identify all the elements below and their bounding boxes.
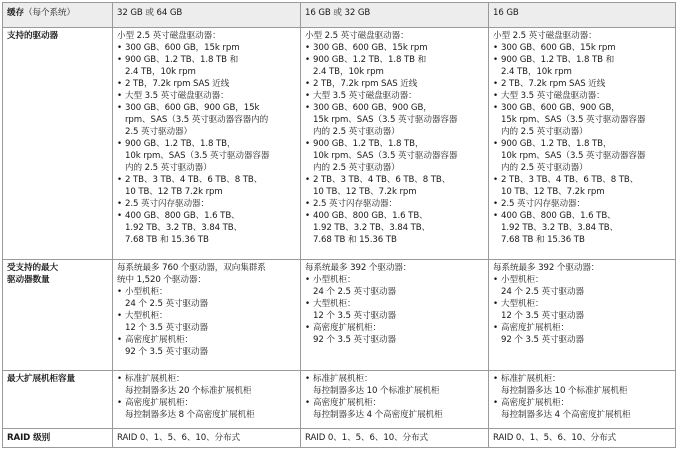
text-line: 7.68 TB 和 15.36 TB (313, 235, 397, 245)
max-expansion-row (3, 371, 676, 429)
drives-col3 (489, 28, 676, 260)
max-drives-label-line1: 受支持的最大 (7, 263, 58, 273)
bullet-item: • 2 TB，7.2k rpm SAS 近线 (305, 78, 484, 90)
bullet-item: • 大型 3.5 英寸磁盘驱动器： (305, 90, 484, 102)
text-line: 内的 2.5 英寸驱动器） (313, 127, 400, 137)
text-line: 2.5 英寸驱动器） (125, 127, 192, 137)
text-line: 内的 2.5 英寸驱动器） (501, 163, 588, 173)
text-line: 小型 2.5 英寸磁盘驱动器： (305, 31, 409, 41)
max-drives-label-line2: 驱动器数量 (7, 275, 50, 285)
bullet-item: • 900 GB、1.2 TB、1.8 TB， (117, 138, 296, 150)
cache-label-cell (3, 3, 113, 28)
text-line: 7.68 TB 和 15.36 TB (501, 235, 585, 245)
text-line: 24 个 2.5 英寸驱动器 (125, 299, 208, 309)
max-drives-col3 (489, 260, 676, 371)
bullet-item: • 300 GB、600 GB、900 GB， (305, 102, 484, 114)
bullet-item: • 400 GB、800 GB、1.6 TB、 (493, 210, 671, 222)
bullet-item: • 2 TB、3 TB、4 TB、6 TB、8 TB、 (117, 174, 296, 186)
text-line: 2.4 TB，10k rpm (313, 67, 384, 77)
cache-label: 缓存 (7, 8, 24, 18)
text-line: 每系统最多 392 个驱动器： (305, 263, 412, 273)
max-expansion-col2 (301, 371, 489, 429)
drives-col2 (301, 28, 489, 260)
text-line: 10 TB、12 TB、7.2k rpm (313, 187, 417, 197)
text-line: 每控制器多达 20 个标准扩展机柜 (125, 386, 252, 396)
raid-col3: RAID 0、1、5、6、10、分布式 (489, 429, 676, 448)
drives-label: 支持的驱动器 (3, 28, 113, 260)
text-line: 每控制器多达 8 个高密度扩展机柜 (125, 410, 255, 420)
max-drives-col2 (301, 260, 489, 371)
max-drives-row (3, 260, 676, 371)
bullet-item: • 2.5 英寸闪存驱动器： (117, 198, 296, 210)
bullet-item: • 900 GB、1.2 TB、1.8 TB 和 (117, 54, 296, 66)
text-line: rpm、SAS（3.5 英寸驱动器容器内的 (125, 115, 269, 125)
bullet-item: • 高密度扩展机柜： (117, 334, 296, 346)
bullet-item: • 300 GB、600 GB、900 GB， (493, 102, 671, 114)
bullet-item: • 300 GB、600 GB、15k rpm (493, 42, 671, 54)
raid-col1: RAID 0、1、5、6、10、分布式 (113, 429, 301, 448)
cache-col1: 32 GB 或 64 GB (113, 3, 301, 28)
text-line: 每系统最多 760 个驱动器，双向集群系 (117, 263, 266, 273)
max-expansion-label: 最大扩展机柜容量 (3, 371, 113, 429)
bullet-item: • 标准扩展机柜： (305, 373, 484, 385)
bullet-item: • 400 GB、800 GB、1.6 TB、 (117, 210, 296, 222)
bullet-item: • 标准扩展机柜： (117, 373, 296, 385)
max-drives-col1 (113, 260, 301, 371)
text-line: 7.68 TB 和 15.36 TB (125, 235, 209, 245)
text-line: 10k rpm、SAS（3.5 英寸驱动器容器 (313, 151, 458, 161)
text-line: 10 TB、12 TB 7.2k rpm (125, 187, 223, 197)
bullet-item: • 标准扩展机柜： (493, 373, 671, 385)
max-expansion-col1 (113, 371, 301, 429)
cache-col2: 16 GB 或 32 GB (301, 3, 489, 28)
text-line: 24 个 2.5 英寸驱动器 (501, 287, 584, 297)
text-line: 小型 2.5 英寸磁盘驱动器： (117, 31, 221, 41)
drives-col1 (113, 28, 301, 260)
text-line: 12 个 3.5 英寸驱动器 (125, 323, 208, 333)
bullet-item: • 高密度扩展机柜： (305, 322, 484, 334)
text-line: 内的 2.5 英寸驱动器） (501, 127, 588, 137)
text-line: 统中 1,520 个驱动器： (117, 275, 206, 285)
max-expansion-col3 (489, 371, 676, 429)
text-line: 15k rpm、SAS（3.5 英寸驱动器容器 (313, 115, 458, 125)
bullet-item: • 300 GB、600 GB、900 GB，15k (117, 102, 296, 114)
cache-col3: 16 GB (489, 3, 676, 28)
bullet-item: • 高密度扩展机柜： (117, 397, 296, 409)
bullet-item: • 2.5 英寸闪存驱动器： (493, 198, 671, 210)
text-line: 10k rpm、SAS（3.5 英寸驱动器容器 (501, 151, 646, 161)
raid-col2: RAID 0、1、5、6、10、分布式 (301, 429, 489, 448)
bullet-item: • 900 GB、1.2 TB、1.8 TB， (305, 138, 484, 150)
bullet-item: • 高密度扩展机柜： (493, 397, 671, 409)
text-line: 内的 2.5 英寸驱动器） (313, 163, 400, 173)
text-line: 内的 2.5 英寸驱动器） (125, 163, 212, 173)
drives-row (3, 28, 676, 260)
bullet-item: • 2 TB、7.2k rpm SAS 近线 (493, 78, 671, 90)
bullet-item: • 300 GB、600 GB、15k rpm (305, 42, 484, 54)
bullet-item: • 300 GB、600 GB，15k rpm (117, 42, 296, 54)
text-line: 2.4 TB，10k rpm (501, 67, 572, 77)
text-line: 小型 2.5 英寸磁盘驱动器： (493, 31, 597, 41)
bullet-item: • 小型机柜： (117, 286, 296, 298)
text-line: 2.4 TB，10k rpm (125, 67, 196, 77)
raid-row (3, 429, 676, 448)
bullet-item: • 小型机柜： (493, 274, 671, 286)
text-line: 92 个 3.5 英寸驱动器 (125, 347, 208, 357)
raid-label: RAID 级别 (3, 429, 113, 448)
text-line: 24 个 2.5 英寸驱动器 (313, 287, 396, 297)
text-line: 每系统最多 392 个驱动器： (493, 263, 600, 273)
text-line: 1.92 TB、3.2 TB、3.84 TB、 (125, 223, 243, 233)
cache-row (3, 3, 676, 28)
bullet-item: • 900 GB、1.2 TB、1.8 TB 和 (493, 54, 671, 66)
text-line: 1.92 TB、3.2 TB、3.84 TB、 (501, 223, 619, 233)
max-drives-label-cell (3, 260, 113, 371)
bullet-item: • 大型机柜： (117, 310, 296, 322)
text-line: 每控制器多达 4 个高密度扩展机柜 (501, 410, 631, 420)
text-line: 每控制器多达 4 个高密度扩展机柜 (313, 410, 443, 420)
text-line: 10k rpm、SAS（3.5 英寸驱动器容器 (125, 151, 270, 161)
bullet-item: • 900 GB、1.2 TB、1.8 TB 和 (305, 54, 484, 66)
bullet-item: • 小型机柜： (305, 274, 484, 286)
bullet-item: • 2.5 英寸闪存驱动器： (305, 198, 484, 210)
text-line: 15k rpm、SAS（3.5 英寸驱动器容器 (501, 115, 646, 125)
text-line: 10 TB、12 TB、7.2k rpm (501, 187, 605, 197)
bullet-item: • 大型 3.5 英寸磁盘驱动器： (117, 90, 296, 102)
text-line: 12 个 3.5 英寸驱动器 (313, 311, 396, 321)
bullet-item: • 2 TB、3 TB、4 TB、6 TB、8 TB、 (305, 174, 484, 186)
text-line: 1.92 TB、3.2 TB、3.84 TB、 (313, 223, 431, 233)
text-line: 每控制器多达 10 个标准扩展机柜 (313, 386, 440, 396)
bullet-item: • 2 TB、3 TB、4 TB、6 TB、8 TB、 (493, 174, 671, 186)
text-line: 每控制器多达 10 个标准扩展机柜 (501, 386, 628, 396)
bullet-item: • 大型 3.5 英寸磁盘驱动器： (493, 90, 671, 102)
cache-label-note: （每个系统） (24, 8, 75, 18)
text-line: 12 个 3.5 英寸驱动器 (501, 311, 584, 321)
text-line: 92 个 3.5 英寸驱动器 (501, 335, 584, 345)
bullet-item: • 2 TB，7.2k rpm SAS 近线 (117, 78, 296, 90)
bullet-item: • 400 GB、800 GB、1.6 TB、 (305, 210, 484, 222)
bullet-item: • 大型机柜： (493, 298, 671, 310)
bullet-item: • 高密度扩展机柜： (493, 322, 671, 334)
bullet-item: • 900 GB、1.2 TB、1.8 TB， (493, 138, 671, 150)
spec-table (2, 2, 676, 448)
bullet-item: • 大型机柜： (305, 298, 484, 310)
text-line: 92 个 3.5 英寸驱动器 (313, 335, 396, 345)
bullet-item: • 高密度扩展机柜： (305, 397, 484, 409)
